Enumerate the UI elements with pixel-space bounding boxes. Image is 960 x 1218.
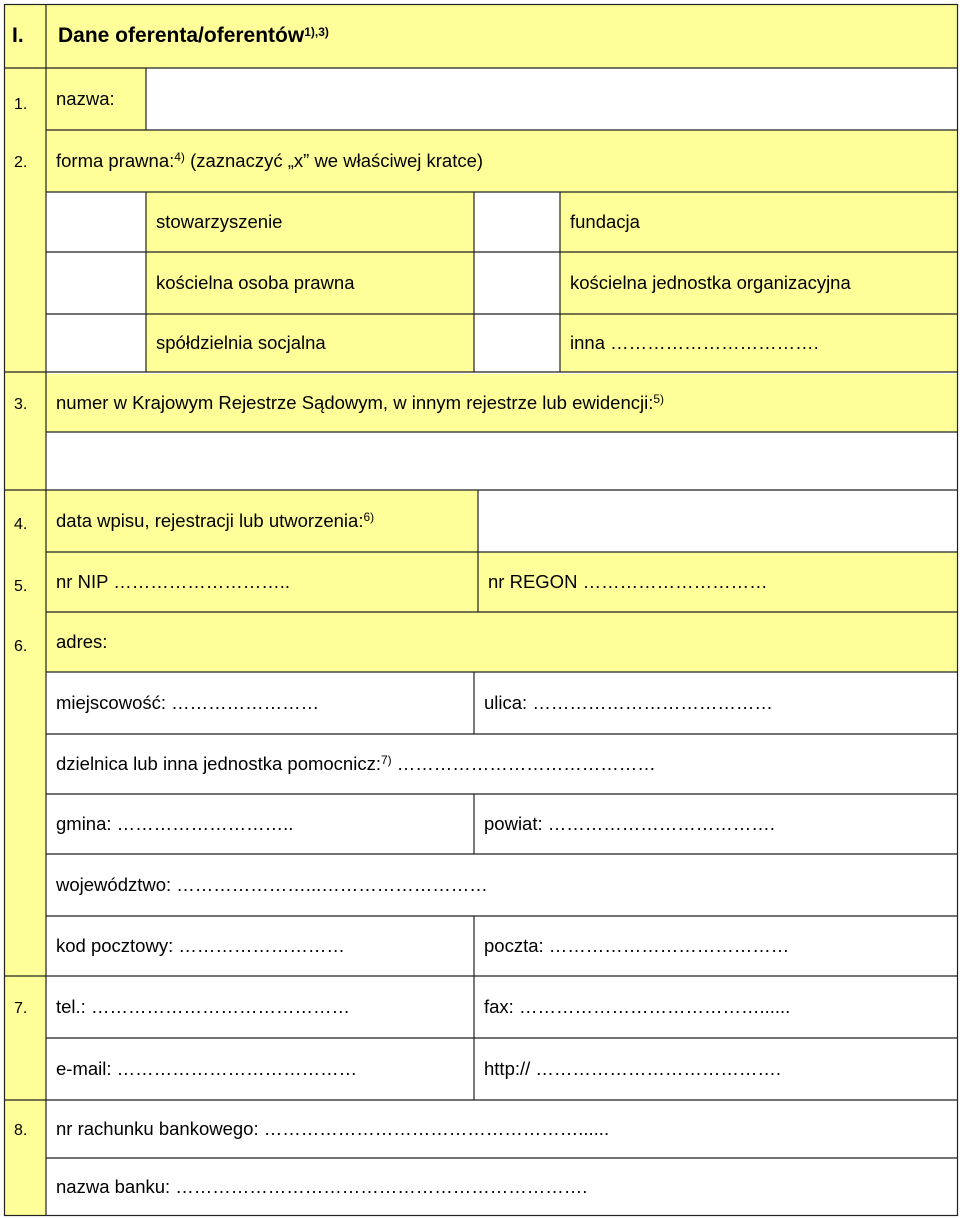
legal-form-instruction: (zaznaczyć „x” we właściwej kratce) xyxy=(190,150,484,171)
street-field[interactable]: ulica: ………………………………… xyxy=(474,672,958,734)
option-label-fundacja: fundacja xyxy=(560,192,958,252)
krs-footnote: 5) xyxy=(653,392,665,406)
nip-field[interactable]: nr NIP ……………………….. xyxy=(46,552,478,612)
section-title-footnote: 1),3) xyxy=(304,25,329,39)
option-label-koscielna-jednostka: kościelna jednostka organizacyjna xyxy=(560,252,958,314)
district-footnote: 7) xyxy=(380,753,392,767)
registration-date-footnote: 6) xyxy=(363,510,375,524)
row1-number: 1. xyxy=(4,74,46,136)
regon-field[interactable]: nr REGON ………………………… xyxy=(478,552,958,612)
krs-label: numer w Krajowym Rejestrze Sądowym, w innym rejestrze lub ewidencji: xyxy=(56,392,654,413)
district-field[interactable] xyxy=(46,734,958,794)
fax-field[interactable]: fax: …………………………………...... xyxy=(474,976,958,1038)
row6-number: 6. xyxy=(4,616,46,678)
city-field[interactable]: miejscowość: …………………… xyxy=(46,672,474,734)
section-number: I. xyxy=(12,24,24,47)
commune-field[interactable]: gmina: ……………………….. xyxy=(46,794,474,854)
name-input[interactable] xyxy=(146,68,958,130)
registration-date-heading xyxy=(46,490,478,552)
row5-number: 5. xyxy=(4,556,46,618)
option-label-spoldzielnia: spółdzielnia socjalna xyxy=(146,314,474,372)
krs-heading xyxy=(46,374,958,432)
district-label: dzielnica lub inna jednostka pomocnicz: xyxy=(56,753,381,774)
bank-account-field[interactable]: nr rachunku bankowego: ……………………………………………...... xyxy=(46,1100,958,1158)
county-field[interactable]: powiat: ………………………………. xyxy=(474,794,958,854)
checkbox-spoldzielnia[interactable] xyxy=(46,314,146,372)
post-office-field[interactable]: poczta: ………………………………… xyxy=(474,916,958,976)
website-field[interactable]: http:// …………………………………. xyxy=(474,1038,958,1100)
legal-form-label: forma prawna: xyxy=(56,150,175,171)
krs-input[interactable] xyxy=(46,432,958,490)
section-header xyxy=(4,4,958,68)
checkbox-fundacja[interactable] xyxy=(474,192,560,252)
postal-code-field[interactable]: kod pocztowy: ……………………… xyxy=(46,916,474,976)
checkbox-koscielna-osoba-prawna[interactable] xyxy=(46,252,146,314)
checkbox-koscielna-jednostka[interactable] xyxy=(474,252,560,314)
row8-number: 8. xyxy=(4,1100,46,1162)
bank-name-field[interactable]: nazwa banku: …………………………………………………………. xyxy=(46,1158,958,1216)
option-label-stowarzyszenie: stowarzyszenie xyxy=(146,192,474,252)
legal-form-heading xyxy=(46,130,958,192)
name-label: nazwa: xyxy=(46,68,146,130)
row7-number: 7. xyxy=(4,978,46,1040)
row3-number: 3. xyxy=(4,374,46,436)
voivodeship-field[interactable]: województwo: …………………...……………………… xyxy=(46,854,958,916)
registration-date-label: data wpisu, rejestracji lub utworzenia: xyxy=(56,510,364,531)
district-dots: …………………………………… xyxy=(396,753,656,774)
option-label-koscielna-osoba-prawna: kościelna osoba prawna xyxy=(146,252,474,314)
row4-number: 4. xyxy=(4,494,46,556)
registration-date-input[interactable] xyxy=(478,490,958,552)
legal-form-footnote: 4) xyxy=(174,150,185,164)
email-field[interactable]: e-mail: ………………………………… xyxy=(46,1038,474,1100)
checkbox-stowarzyszenie[interactable] xyxy=(46,192,146,252)
phone-field[interactable]: tel.: …………………………………… xyxy=(46,976,474,1038)
row2-number: 2. xyxy=(4,132,46,194)
section-title: Dane oferenta/oferentów xyxy=(58,24,305,47)
option-label-inna: inna ……………………………. xyxy=(560,314,958,372)
address-label: adres: xyxy=(46,612,958,672)
checkbox-inna[interactable] xyxy=(474,314,560,372)
